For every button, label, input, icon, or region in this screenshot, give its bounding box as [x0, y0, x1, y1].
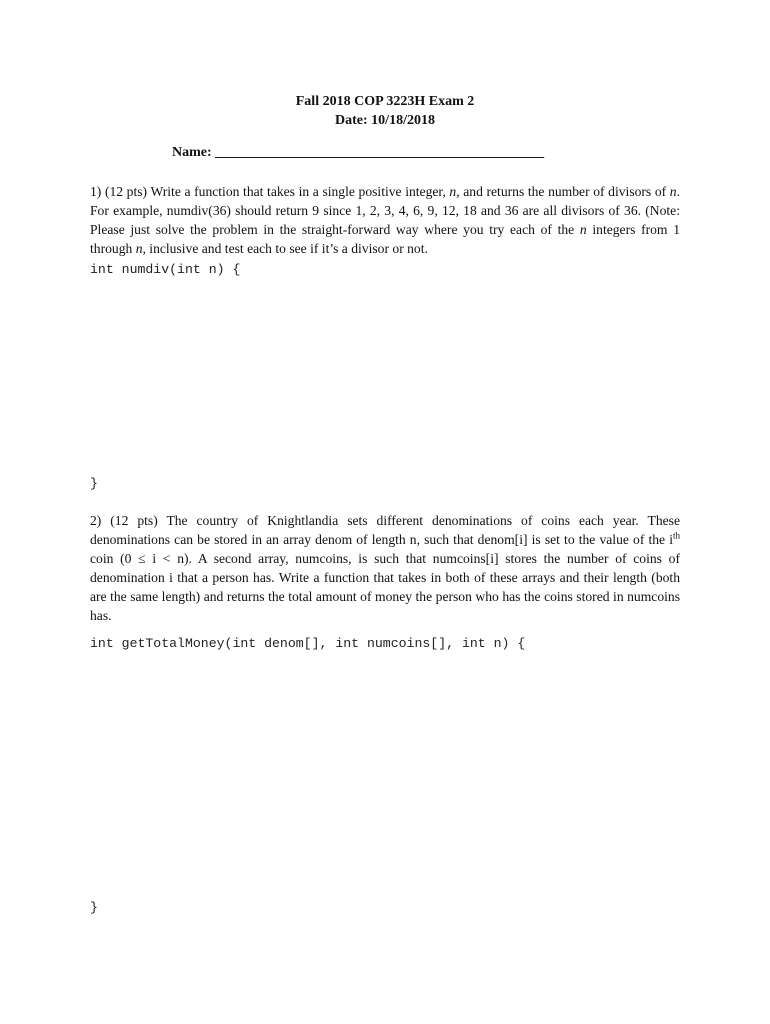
q1-var-n: n [669, 184, 677, 199]
q2-superscript: th [672, 530, 680, 541]
q1-text-part: and returns the number of divisors of [459, 184, 670, 199]
q2-code-close: } [90, 900, 98, 915]
name-label: Name: [172, 145, 212, 160]
q1-code-close: } [90, 476, 98, 491]
q1-text-part: integers from 1 through [90, 222, 680, 256]
q1-var-n: n, [449, 184, 460, 199]
q1-text-part: 1) (12 pts) Write a function that takes in a single positive integer, [90, 184, 450, 199]
exam-date: Date: 10/18/2018 [335, 113, 435, 128]
exam-title: Fall 2018 COP 3223H Exam 2 [295, 94, 475, 109]
q2-code-signature: int getTotalMoney(int denom[], int numcoins[], int n) { [90, 636, 526, 651]
name-blank: _______________________________________________ [215, 145, 545, 160]
question-2-text [90, 511, 680, 625]
question-1-text [90, 182, 680, 258]
q1-var-n: n [579, 222, 587, 237]
q2-text-part: coin (0 ≤ i < n). A second array, numcoins, is such that numcoins[i] stores the number of coins of denomination i that a person has. Write a function that takes in both of these arrays and their length (both are the same length) and returns the total amount of money the person who has the coins stored in numcoins has. [90, 551, 680, 623]
q1-code-signature: int numdiv(int n) { [90, 262, 241, 277]
q1-text-part: inclusive and test each to see if it’s a divisor or not. [145, 241, 428, 256]
q1-text-part: . For example, numdiv(36) should return 9 since 1, 2, 3, 4, 6, 9, 12, 18 and 36 are all divisors of 36. (Note: Please just solve the problem in the straight-forward way where you try each of the [90, 184, 680, 237]
q1-var-n: n, [135, 241, 146, 256]
q2-text-part: 2) (12 pts) The country of Knightlandia sets different denominations of coins each year. These denominations can be stored in an array denom of length n, such that denom[i] is set to the value of the i [90, 513, 680, 547]
name-field [172, 145, 544, 161]
